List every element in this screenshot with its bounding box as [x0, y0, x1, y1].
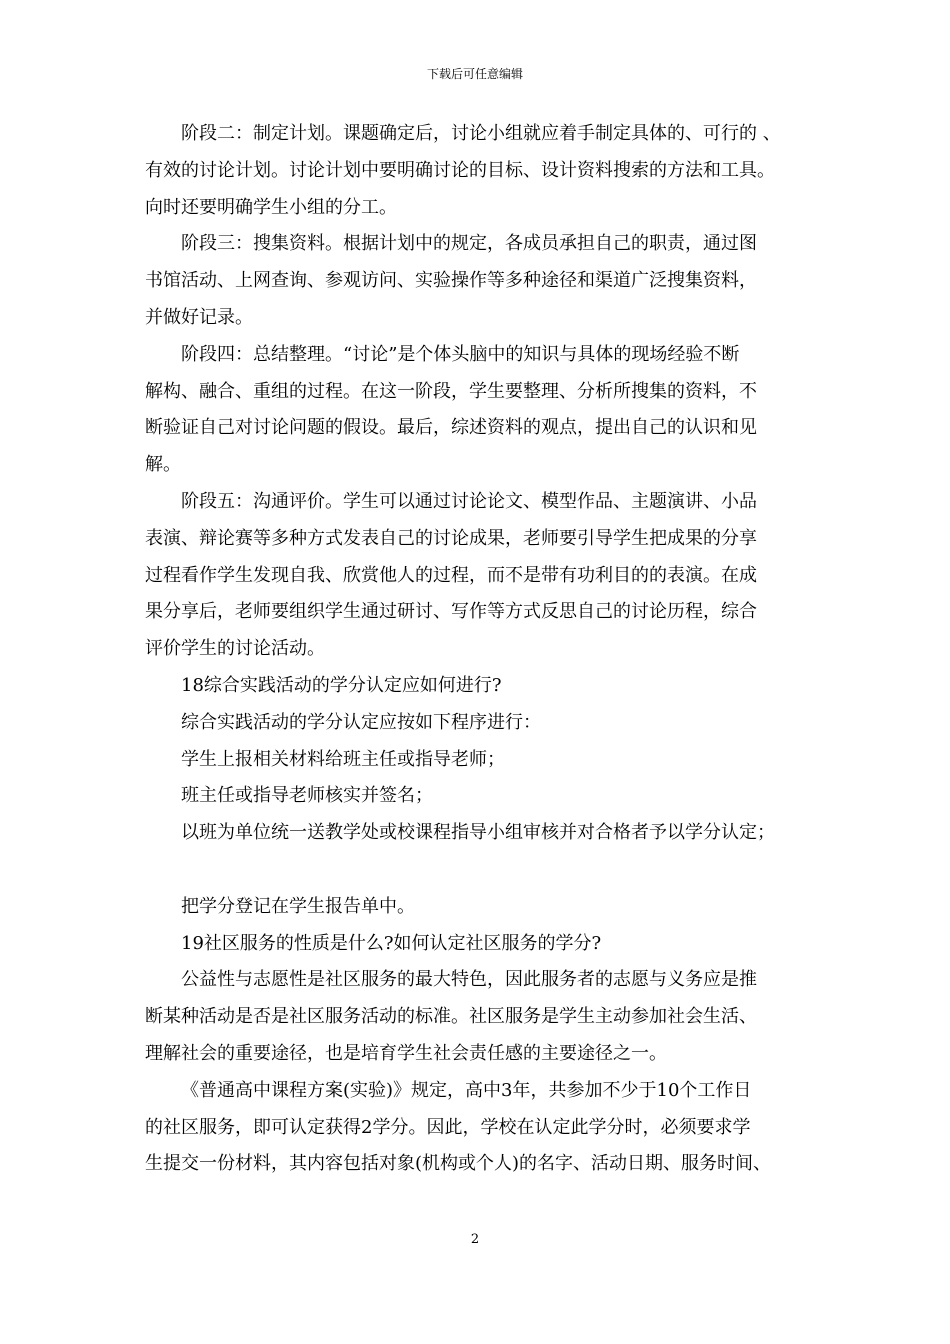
paragraph-line: 理解社会的重要途径，也是培育学生社会责任感的主要途径之一。 [145, 1042, 667, 1064]
paragraph-line: 《普通高中课程方案(实验)》规定，高中3年，共参加不少于10个工作日 [181, 1079, 752, 1101]
blank-line [145, 852, 810, 889]
paragraph-line: 表演、辩论赛等多种方式发表自己的讨论成果，老师要引导学生把成果的分享 [145, 527, 757, 549]
paragraph-line: 综合实践活动的学分认定应按如下程序进行： [181, 711, 541, 733]
page-header: 下载后可任意编辑 [426, 67, 523, 81]
paragraph-line: 断验证自己对讨论问题的假设。最后，综述资料的观点，提出自己的认识和见 [145, 417, 757, 439]
paragraph-line: 过程看作学生发现自我、欣赏他人的过程，而不是带有功利目的的表演。在成 [145, 564, 757, 586]
list-item: 以班为单位统一送教学处或校课程指导小组审核并对合格者予以学分认定； [181, 822, 775, 844]
paragraph-line: 阶段五：沟通评价。学生可以通过讨论论文、模型作品、主题演讲、小品 [181, 490, 757, 512]
paragraph-line: 阶段二：制定计划。课题确定后，讨论小组就应着手制定具体的、可行的 、 [181, 123, 781, 144]
paragraph-line: 果分享后，老师要组织学生通过研讨、写作等方式反思自己的讨论历程，综合 [145, 601, 757, 623]
paragraph-line: 并做好记录。 [145, 306, 253, 328]
question-heading: 19社区服务的性质是什么?如何认定社区服务的学分? [181, 932, 602, 954]
paragraph-line: 断某种活动是否是社区服务活动的标准。社区服务是学生主动参加社会生活、 [145, 1006, 757, 1028]
list-item: 学生上报相关材料给班主任或指导老师； [181, 748, 505, 770]
paragraph-line: 向时还要明确学生小组的分工。 [145, 196, 397, 218]
paragraph-line: 阶段三：搜集资料。根据计划中的规定，各成员承担自己的职责，通过图 [181, 233, 757, 255]
paragraph-line: 解构、融合、重组的过程。在这一阶段，学生要整理、分析所搜集的资料，不 [145, 380, 757, 402]
question-heading: 18综合实践活动的学分认定应如何进行? [181, 674, 502, 696]
page-number: 2 [470, 1232, 480, 1247]
paragraph-line: 书馆活动、上网查询、参观访问、实验操作等多种途径和渠道广泛搜集资料， [145, 270, 757, 292]
paragraph-line: 公益性与志愿性是社区服务的最大特色，因此服务者的志愿与义务应是推 [181, 969, 757, 991]
paragraph-line: 生提交一份材料，其内容包括对象(机构或个人)的名字、活动日期、服务时间、 [145, 1153, 772, 1175]
paragraph-line: 阶段四：总结整理。“讨论”是个体头脑中的知识与具体的现场经验不断 [181, 343, 740, 365]
paragraph-line: 有效的讨论计划。讨论计划中要明确讨论的目标、设计资料搜索的方法和工具。 [145, 159, 775, 181]
list-item: 把学分登记在学生报告单中。 [181, 895, 415, 917]
paragraph-line: 解。 [145, 454, 181, 476]
paragraph-line: 评价学生的讨论活动。 [145, 638, 325, 660]
paragraph-line: 的社区服务，即可认定获得2学分。因此，学校在认定此学分时，必须要求学 [145, 1116, 751, 1138]
list-item: 班主任或指导老师核实并签名； [181, 785, 433, 807]
document-body [145, 116, 810, 1183]
